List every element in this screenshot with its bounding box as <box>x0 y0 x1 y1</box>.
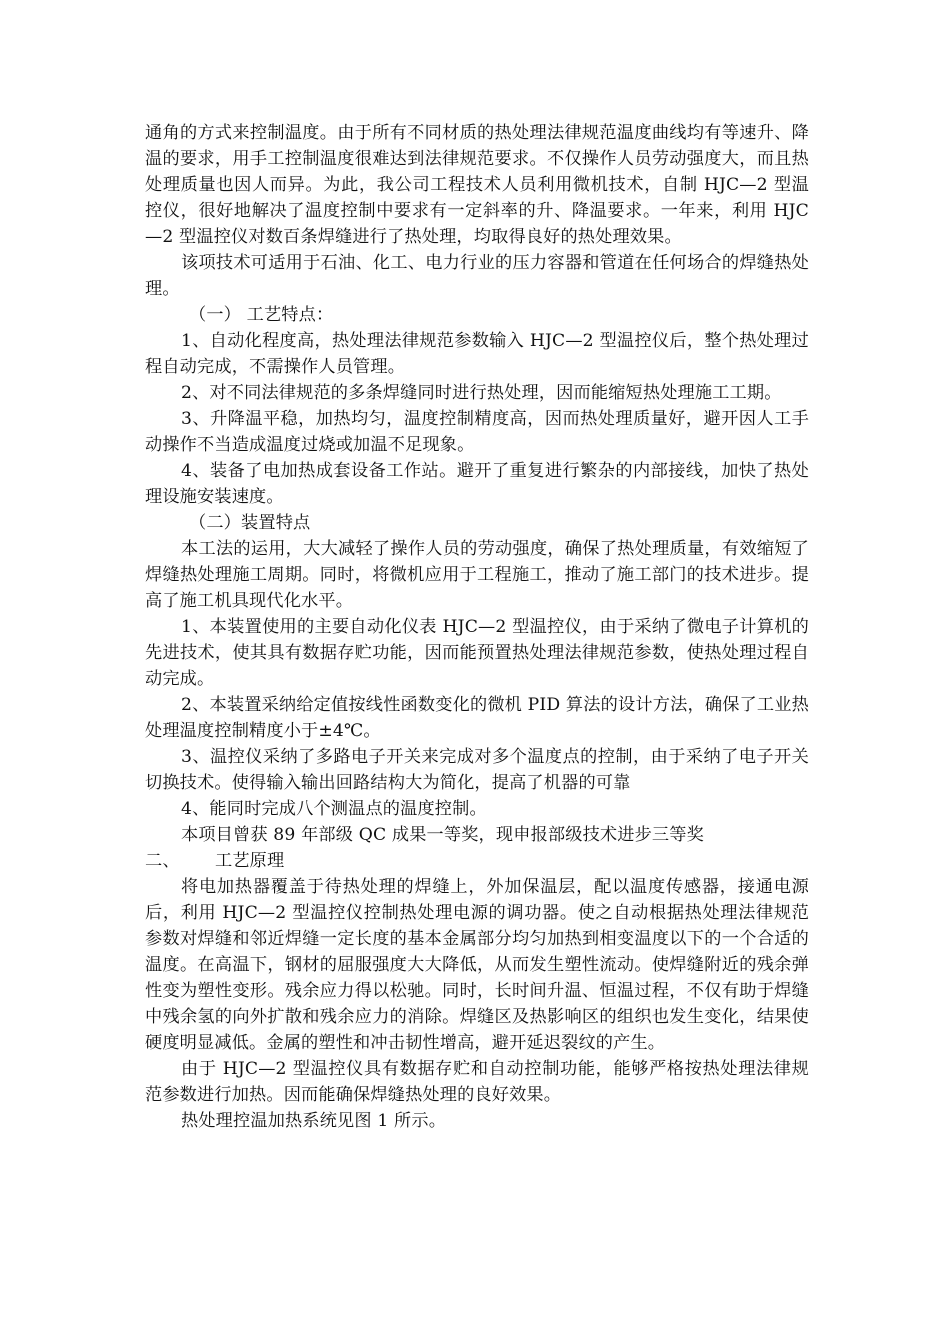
list-item-device-1: 1、本装置使用的主要自动化仪表 HJC—2 型温控仪，由于采纳了微电子计算机的先进技术，使其具有数据存贮功能，因而能预置热处理法律规范参数，使热处理过程自动完成。 <box>145 617 809 689</box>
paragraph-applicability: 该项技术可适用于石油、化工、电力行业的压力容器和管道在任何场合的焊缝热处理。 <box>145 253 809 299</box>
list-item-process-3: 3、升降温平稳，加热均匀，温度控制精度高，因而热处理质量好，避开因人工手动操作不当造成温度过烧或加温不足现象。 <box>145 409 809 455</box>
document-body <box>145 120 809 1134</box>
paragraph-effect: 由于 HJC—2 型温控仪具有数据存贮和自动控制功能，能够严格按热处理法律规范参数进行加热。因而能确保焊缝热处理的良好效果。 <box>145 1059 809 1105</box>
subheading-device-features: （二）装置特点 <box>189 513 311 533</box>
section-title: 工艺原理 <box>215 851 285 871</box>
paragraph-intro: 通角的方式来控制温度。由于所有不同材质的热处理法律规范温度曲线均有等速升、降温的要求，用手工控制温度很难达到法律规范要求。不仅操作人员劳动强度大，而且热处理质量也因人而异。为此，我公司工程技术人员利用微机技术，自制 HJC—2 型温控仪，很好地解决了温度控制中要求有一定斜率的升、降温要求。一年来，利用 HJC—2 型温控仪对数百条焊缝进行了热处理，均取得良好的热处理效果。 <box>145 123 809 247</box>
paragraph-figure-ref: 热处理控温加热系统见图 1 所示。 <box>181 1111 447 1131</box>
section-number: 二、 <box>145 851 180 871</box>
subheading-process-features: （一） 工艺特点： <box>189 305 334 325</box>
paragraph-device-overview: 本工法的运用，大大减轻了操作人员的劳动强度，确保了热处理质量，有效缩短了焊缝热处理施工周期。同时，将微机应用于工程施工，推动了施工部门的技术进步。提高了施工机具现代化水平。 <box>145 539 809 611</box>
list-item-device-2: 2、本装置采纳给定值按线性函数变化的微机 PID 算法的设计方法，确保了工业热处理温度控制精度小于±4℃。 <box>145 695 809 741</box>
paragraph-award: 本项目曾获 89 年部级 QC 成果一等奖，现申报部级技术进步三等奖 <box>181 825 704 845</box>
list-item-device-3: 3、温控仪采纳了多路电子开关来完成对多个温度点的控制，由于采纳了电子开关切换技术。使得输入输出回路结构大为简化，提高了机器的可靠 <box>145 747 809 793</box>
list-item-device-4: 4、能同时完成八个测温点的温度控制。 <box>181 799 487 819</box>
section-heading-principle <box>145 848 809 874</box>
list-item-process-1: 1、自动化程度高，热处理法律规范参数输入 HJC—2 型温控仪后，整个热处理过程自动完成，不需操作人员管理。 <box>145 331 809 377</box>
list-item-process-4: 4、装备了电加热成套设备工作站。避开了重复进行繁杂的内部接线，加快了热处理设施安装速度。 <box>145 461 809 507</box>
list-item-process-2: 2、对不同法律规范的多条焊缝同时进行热处理，因而能缩短热处理施工工期。 <box>181 383 782 403</box>
paragraph-principle: 将电加热器覆盖于待热处理的焊缝上，外加保温层，配以温度传感器，接通电源后，利用 HJC—2 型温控仪控制热处理电源的调功器。使之自动根据热处理法律规范参数对焊缝和邻近焊缝一定长度的基本金属部分均匀加热到相变温度以下的一个合适的温度。在高温下，钢材的屈服强度大大降低，从而发生塑性流动。使焊缝附近的残余弹性变为塑性变形。残余应力得以松驰。同时，长时间升温、恒温过程，不仅有助于焊缝中残余氢的向外扩散和残余应力的消除。焊缝区及热影响区的组织也发生变化，结果使硬度明显减低。金属的塑性和冲击韧性增高，避开延迟裂纹的产生。 <box>145 877 809 1053</box>
